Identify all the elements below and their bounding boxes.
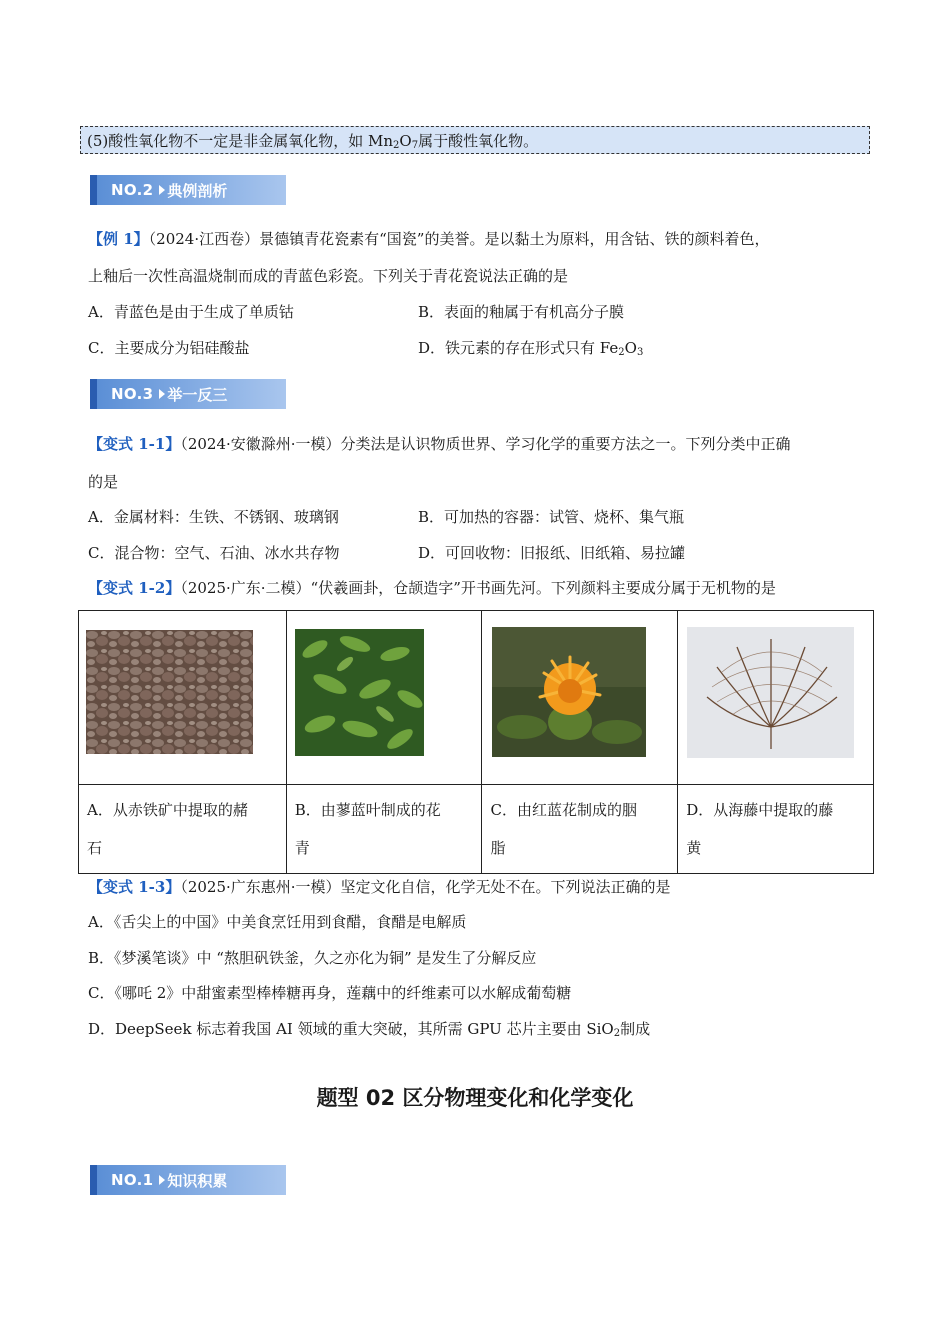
example1-line1: 【例 1】（2024·江西卷）景德镇青花瓷素有“国瓷”的美誉。是以黏土为原料，用含钴、铁的颜料着色， [88, 230, 770, 248]
ochre-stone-image [86, 630, 253, 754]
variant11-line2: 的是 [88, 473, 119, 491]
indigo-leaves-image [295, 629, 424, 756]
safflower-image [492, 627, 646, 757]
variant13-line1: 【变式 1-3】（2025·广东惠州·一模）坚定文化自信，化学无处不在。下列说法正确的是 [88, 878, 671, 896]
table-cell-caption: C．由红蓝花制成的胭 脂 [482, 785, 678, 874]
example1-option-c: C．主要成分为铝硅酸盐 [88, 339, 250, 357]
example1-line2: 上釉后一次性高温烧制而成的青蓝色彩瓷。下列关于青花瓷说法正确的是 [88, 267, 569, 285]
triangle-icon [159, 1175, 165, 1185]
section-title: 题型 02 区分物理变化和化学变化 [316, 1086, 634, 1110]
variant11-line1: 【变式 1-1】（2024·安徽滁州·一模）分类法是认识物质世界、学习化学的重要方法之一。下列分类中正确 [88, 435, 791, 453]
variant13-option-a: A．《舌尖上的中国》中美食烹饪用到食醋，食醋是电解质 [88, 913, 467, 931]
section-banner-examples: NO.2 典例剖析 [90, 175, 286, 205]
variant13-option-b: B．《梦溪笔谈》中 “熬胆矾铁釜，久之亦化为铜” 是发生了分解反应 [88, 949, 537, 967]
variant13-option-c: C．《哪吒 2》中甜蜜素型棒棒糖再身，莲藕中的纤维素可以水解成葡萄糖 [88, 984, 572, 1002]
variant13-option-d: D．DeepSeek 标志着我国 AI 领域的重大突破，其所需 GPU 芯片主要由 SiO$_2$制成 [88, 1020, 651, 1039]
sea-fan-image [687, 627, 854, 758]
variant11-option-a: A．金属材料：生铁、不锈钢、玻璃钢 [88, 508, 339, 526]
variant12-line1: 【变式 1-2】（2025·广东·二模）“伏羲画卦，仓颉造字”开书画先河。下列颜料主要成分属于无机物的是 [88, 579, 776, 597]
note-box: (5)酸性氧化物不一定是非金属氧化物，如 $Mn_2O_7$属于酸性氧化物。 [80, 126, 870, 154]
table-cell-caption: D．从海藤中提取的藤 黄 [678, 785, 874, 874]
variant11-option-c: C．混合物：空气、石油、冰水共存物 [88, 544, 340, 562]
example1-option-d: D．铁元素的存在形式只有 $Fe_2O_3$ [418, 339, 644, 358]
table-cell-caption: B．由蓼蓝叶制成的花 青 [286, 785, 482, 874]
triangle-icon [159, 389, 165, 399]
variant11-option-d: D．可回收物：旧报纸、旧纸箱、易拉罐 [418, 544, 686, 562]
section-banner-knowledge: NO.1 知识积累 [90, 1165, 286, 1195]
variant11-option-b: B．可加热的容器：试管、烧杯、集气瓶 [418, 508, 685, 526]
example1-option-a: A．青蓝色是由于生成了单质钴 [88, 303, 294, 321]
example1-option-b: B．表面的釉属于有机高分子膜 [418, 303, 625, 321]
triangle-icon [159, 185, 165, 195]
table-cell-caption: A．从赤铁矿中提取的赭 石 [79, 785, 287, 874]
section-banner-practice: NO.3 举一反三 [90, 379, 286, 409]
